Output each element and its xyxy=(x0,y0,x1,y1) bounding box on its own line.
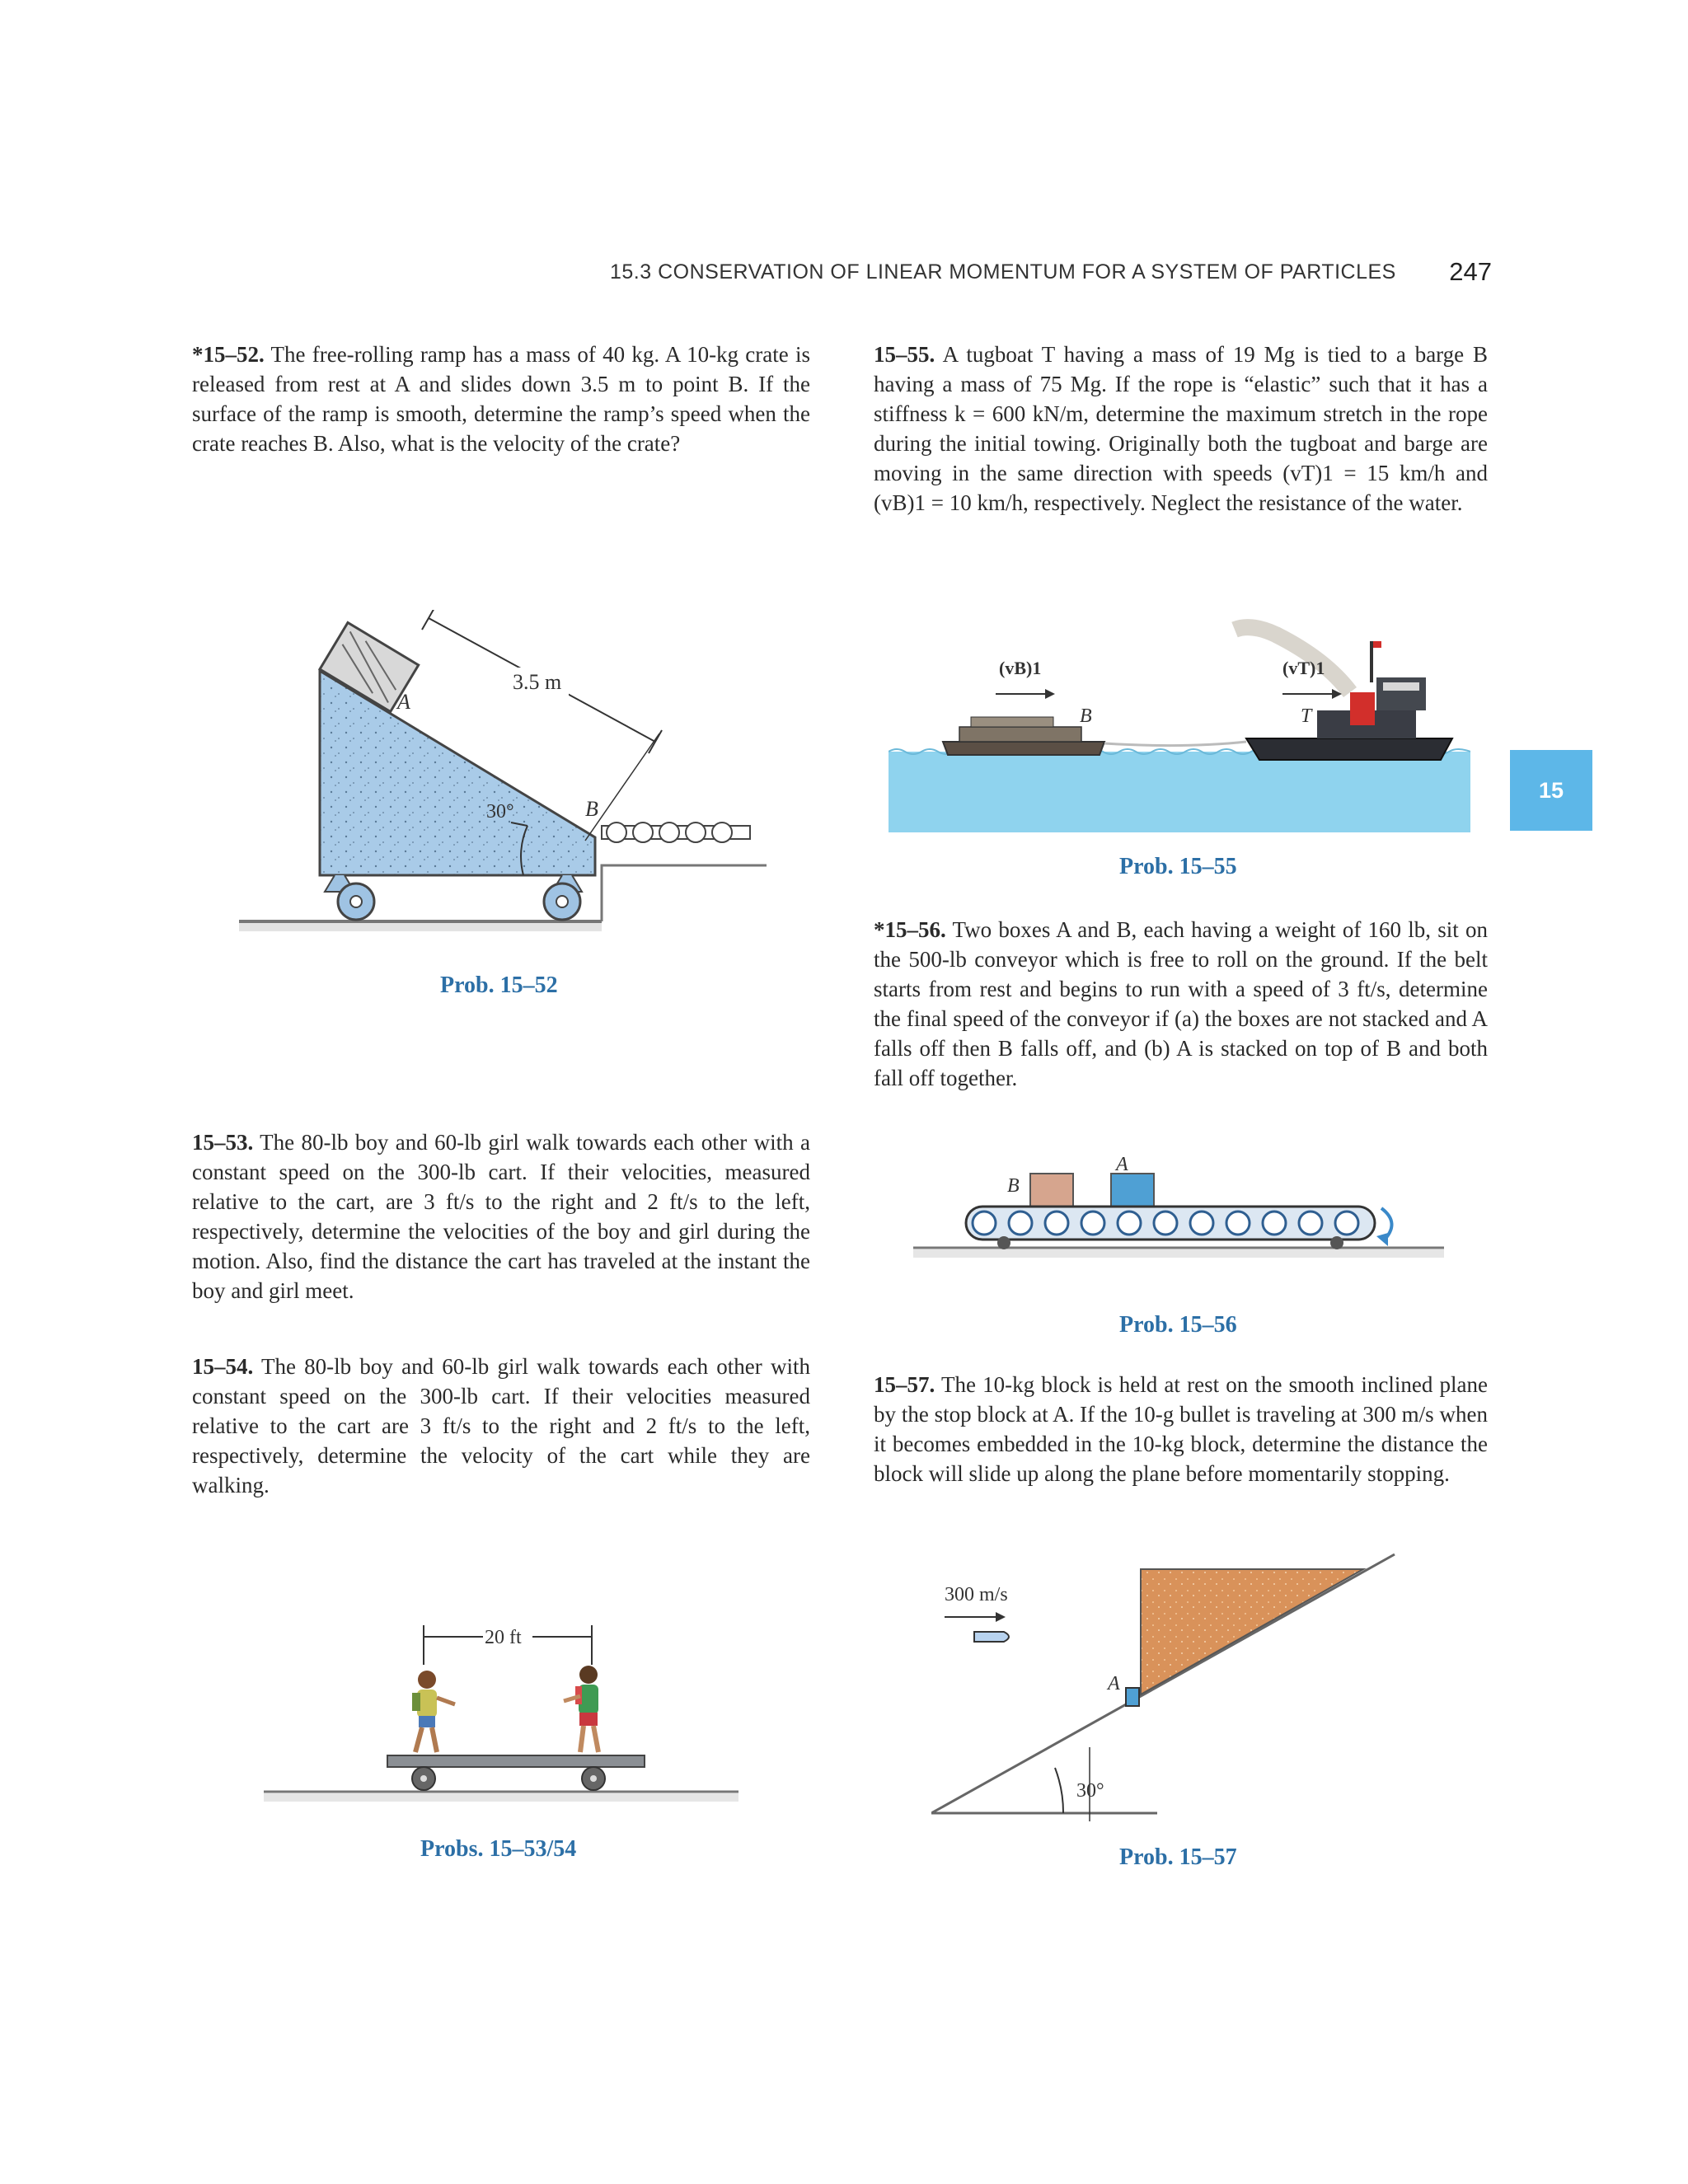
tug-velocity-label: (vT)1 xyxy=(1282,658,1325,678)
problem-text: The 10-kg block is held at rest on the smooth inclined plane by the stop block at A. If the 10-g bullet is traveling at 300 m/s when it becomes embedded in the 10-kg block, determine the distance the block will slide up along the plane before momentarily stopping. xyxy=(874,1372,1488,1486)
conveyor-wheel-left xyxy=(997,1236,1010,1249)
angle-label: 30° xyxy=(486,801,514,823)
label-A: A xyxy=(1116,1154,1128,1175)
boy xyxy=(412,1671,455,1752)
distance-label: 20 ft xyxy=(485,1627,522,1648)
cart xyxy=(387,1755,645,1767)
problem-number: 15–57. xyxy=(874,1372,935,1397)
label-B: B xyxy=(1007,1175,1020,1197)
step xyxy=(602,865,767,921)
problem-number: *15–56. xyxy=(874,917,946,942)
bullet-speed-label: 300 m/s xyxy=(945,1584,1008,1605)
girl xyxy=(564,1666,598,1752)
problem-text: The 80-lb boy and 60-lb girl walk towards each other with constant speed on the 300-lb cart. If their velocities measured relative to the cart are 3 ft/s to the right and 2 ft/s to the left, respectively, determine the velocity of the cart while they are walking. xyxy=(192,1354,810,1497)
problem-15-55 xyxy=(874,340,1488,518)
problem-number: 15–53. xyxy=(192,1130,254,1155)
stop-block-A xyxy=(1126,1688,1139,1706)
label-T: T xyxy=(1301,705,1312,727)
ramp-body xyxy=(320,671,595,875)
problem-number: 15–55. xyxy=(874,342,935,367)
caption-15-57: Prob. 15–57 xyxy=(1119,1844,1237,1870)
box-A xyxy=(1111,1174,1154,1207)
chapter-tab: 15 xyxy=(1510,750,1592,831)
problem-text: Two boxes A and B, each having a weight of 160 lb, sit on the 500-lb conveyor which is free to roll on the ground. If the belt starts from rest and begins to run with a speed of 3 ft/s, determine the final speed of the conveyor if (a) the boxes are not stacked and A falls off then B falls off, and (b) A is stacked on top of B and both fall off together. xyxy=(874,917,1488,1090)
problem-text: The free-rolling ramp has a mass of 40 kg. A 10-kg crate is released from rest at A and slides down 3.5 m to point B. If the surface of the ramp is smooth, determine the ramp’s speed when the crate reaches B. Also, what is the velocity of the crate? xyxy=(192,342,810,456)
cart-figure xyxy=(264,1615,742,1813)
water xyxy=(889,752,1470,832)
bullet xyxy=(974,1632,1009,1642)
problem-15-54 xyxy=(192,1352,810,1500)
caption-15-56: Prob. 15–56 xyxy=(1119,1312,1237,1338)
rope xyxy=(1104,742,1246,746)
ramp-figure xyxy=(239,610,767,956)
conveyor-wheel-right xyxy=(1330,1236,1343,1249)
problem-number: 15–54. xyxy=(192,1354,254,1379)
caption-15-53-54: Probs. 15–53/54 xyxy=(420,1836,577,1862)
tugboat xyxy=(1235,627,1452,760)
wheel-left xyxy=(325,875,374,920)
label-B: B xyxy=(585,797,598,821)
label-A: A xyxy=(397,690,410,714)
caption-15-55: Prob. 15–55 xyxy=(1119,854,1237,879)
section-title: 15.3 CONSERVATION OF LINEAR MOMENTUM FOR A SYSTEM OF PARTICLES xyxy=(610,260,1396,284)
running-head xyxy=(610,257,1492,293)
incline-figure xyxy=(931,1541,1401,1821)
conveyor-figure xyxy=(913,1151,1449,1266)
ground-shadow xyxy=(239,923,602,931)
box-B xyxy=(1030,1174,1073,1207)
roller-conveyor xyxy=(602,823,750,842)
problem-15-52 xyxy=(192,340,810,458)
barge-velocity-label: (vB)1 xyxy=(999,658,1042,678)
problem-text: The 80-lb boy and 60-lb girl walk towards each other with a constant speed on the 300-lb cart. If their velocities, measured relative to the cart, are 3 ft/s to the right and 2 ft/s to the left, respectively, determine the velocities of the boy and girl during the motion. Also, find the distance the cart has traveled at the instant the boy and girl meet. xyxy=(192,1130,810,1303)
problem-number: *15–52. xyxy=(192,342,265,367)
caption-15-52: Prob. 15–52 xyxy=(440,972,558,998)
problem-15-56 xyxy=(874,915,1488,1093)
problem-15-53 xyxy=(192,1127,810,1305)
wheel-right xyxy=(544,875,582,920)
label-A: A xyxy=(1108,1673,1120,1694)
distance-label: 3.5 m xyxy=(513,670,562,694)
problem-text: A tugboat T having a mass of 19 Mg is tied to a barge B having a mass of 75 Mg. If the rope is “elastic” such that it has a stiffness k = 600 kN/m, determine the maximum stretch in the rope during the initial towing. Originally both the tugboat and barge are moving in the same direction with speeds (vT)1 = 15 km/h and (vB)1 = 10 km/h, respectively. Neglect the resistance of the water. xyxy=(874,342,1488,515)
tugboat-figure xyxy=(889,602,1470,832)
angle-label: 30° xyxy=(1076,1780,1104,1802)
label-B: B xyxy=(1080,705,1092,727)
angle-arc xyxy=(1055,1768,1063,1813)
block xyxy=(1141,1569,1363,1694)
page-number: 247 xyxy=(1449,257,1492,286)
problem-15-57 xyxy=(874,1370,1488,1488)
